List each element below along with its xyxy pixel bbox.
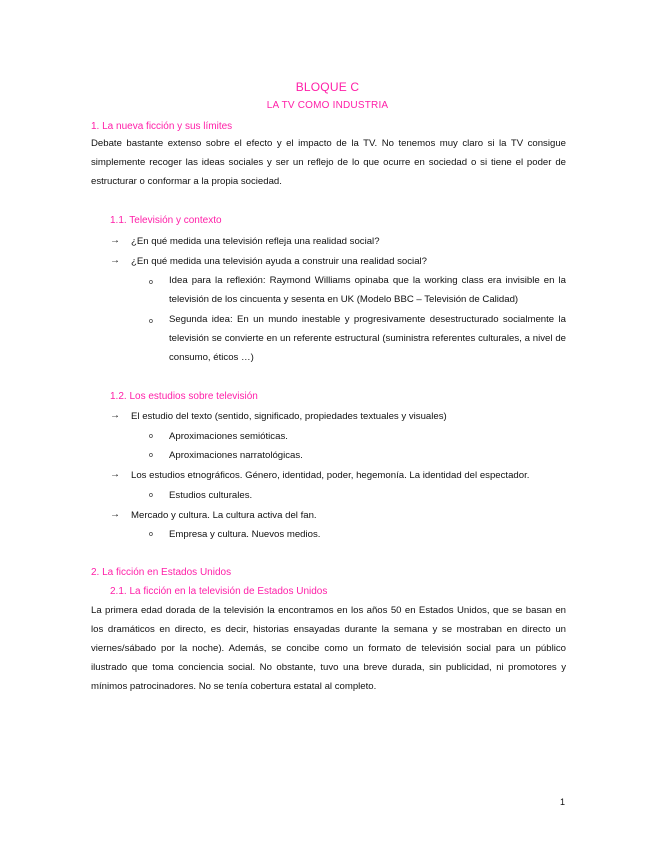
sub-list-item: Aproximaciones narratológicas. xyxy=(169,450,303,461)
section-2-heading: 2. La ficción en Estados Unidos xyxy=(91,567,232,578)
arrow-icon: → xyxy=(110,410,120,421)
page-number: 1 xyxy=(559,797,565,807)
list-item: El estudio del texto (sentido, significado, propiedades textuales y visuales) xyxy=(131,411,447,422)
page-subtitle: LA TV COMO INDUSTRIA xyxy=(266,100,389,111)
bullet-icon: o xyxy=(149,433,153,440)
list-item: ¿En qué medida una televisión ayuda a construir una realidad social? xyxy=(131,256,427,267)
section-1-heading: 1. La nueva ficción y sus límites xyxy=(91,121,233,132)
page-title: BLOQUE C xyxy=(295,80,360,94)
list-item: Los estudios etnográficos. Género, identidad, poder, hegemonía. La identidad del espectador. xyxy=(131,470,530,481)
bullet-icon: o xyxy=(149,452,153,459)
section-1-2-heading: 1.2. Los estudios sobre televisión xyxy=(110,391,258,402)
sub-bullet-text: Segunda idea: En un mundo inestable y progresivamente desestructurado socialmente la televisión se convierte en un referente estructural (suministra referentes culturales, a nivel de consumo, éticos …) xyxy=(169,314,566,363)
arrow-icon: → xyxy=(110,509,120,520)
sub-list-item: Empresa y cultura. Nuevos medios. xyxy=(169,529,321,540)
sub-bullet-text: Idea para la reflexión: Raymond Williams opinaba que la working class era invisible en la televisión de los cincuenta y sesenta en UK (Modelo BBC – Televisión de Calidad) xyxy=(169,275,566,305)
list-item: ¿En qué medida una televisión refleja una realidad social? xyxy=(131,236,380,247)
bullet-icon: o xyxy=(149,318,153,325)
section-1-1-heading: 1.1. Televisión y contexto xyxy=(110,215,222,226)
arrow-icon: → xyxy=(110,255,120,266)
sub-list-item: Estudios culturales. xyxy=(169,490,253,501)
section-2-paragraph: La primera edad dorada de la televisión la encontramos en los años 50 en Estados Unidos, que se basan en los dramáticos en directo, es decir, historias ensayadas durante la semana y se mostraban en directo un viernes/sábado por la noche). Además, se concibe como un formato de televisión social para un público ilustrado que toma conciencia social. No obstante, tuvo una breve durada, sin publicidad, ni promotores y mínimos patrocinadores. No se tenía cobertura estatal al completo. xyxy=(91,605,566,692)
section-1-paragraph: Debate bastante extenso sobre el efecto y el impacto de la TV. No tenemos muy claro si la TV consigue simplemente recoger las ideas sociales y ser un reflejo de lo que ocurre en sociedad o si tiene el poder de estructurar o conformar a la propia sociedad. xyxy=(91,138,566,187)
section-2-1-heading: 2.1. La ficción en la televisión de Estados Unidos xyxy=(110,586,328,597)
list-item: Mercado y cultura. La cultura activa del fan. xyxy=(131,510,317,521)
bullet-icon: o xyxy=(149,531,153,538)
arrow-icon: → xyxy=(110,469,120,480)
sub-list-item: Aproximaciones semióticas. xyxy=(169,431,288,442)
arrow-icon: → xyxy=(110,235,120,246)
bullet-icon: o xyxy=(149,492,153,499)
bullet-icon: o xyxy=(149,279,153,286)
